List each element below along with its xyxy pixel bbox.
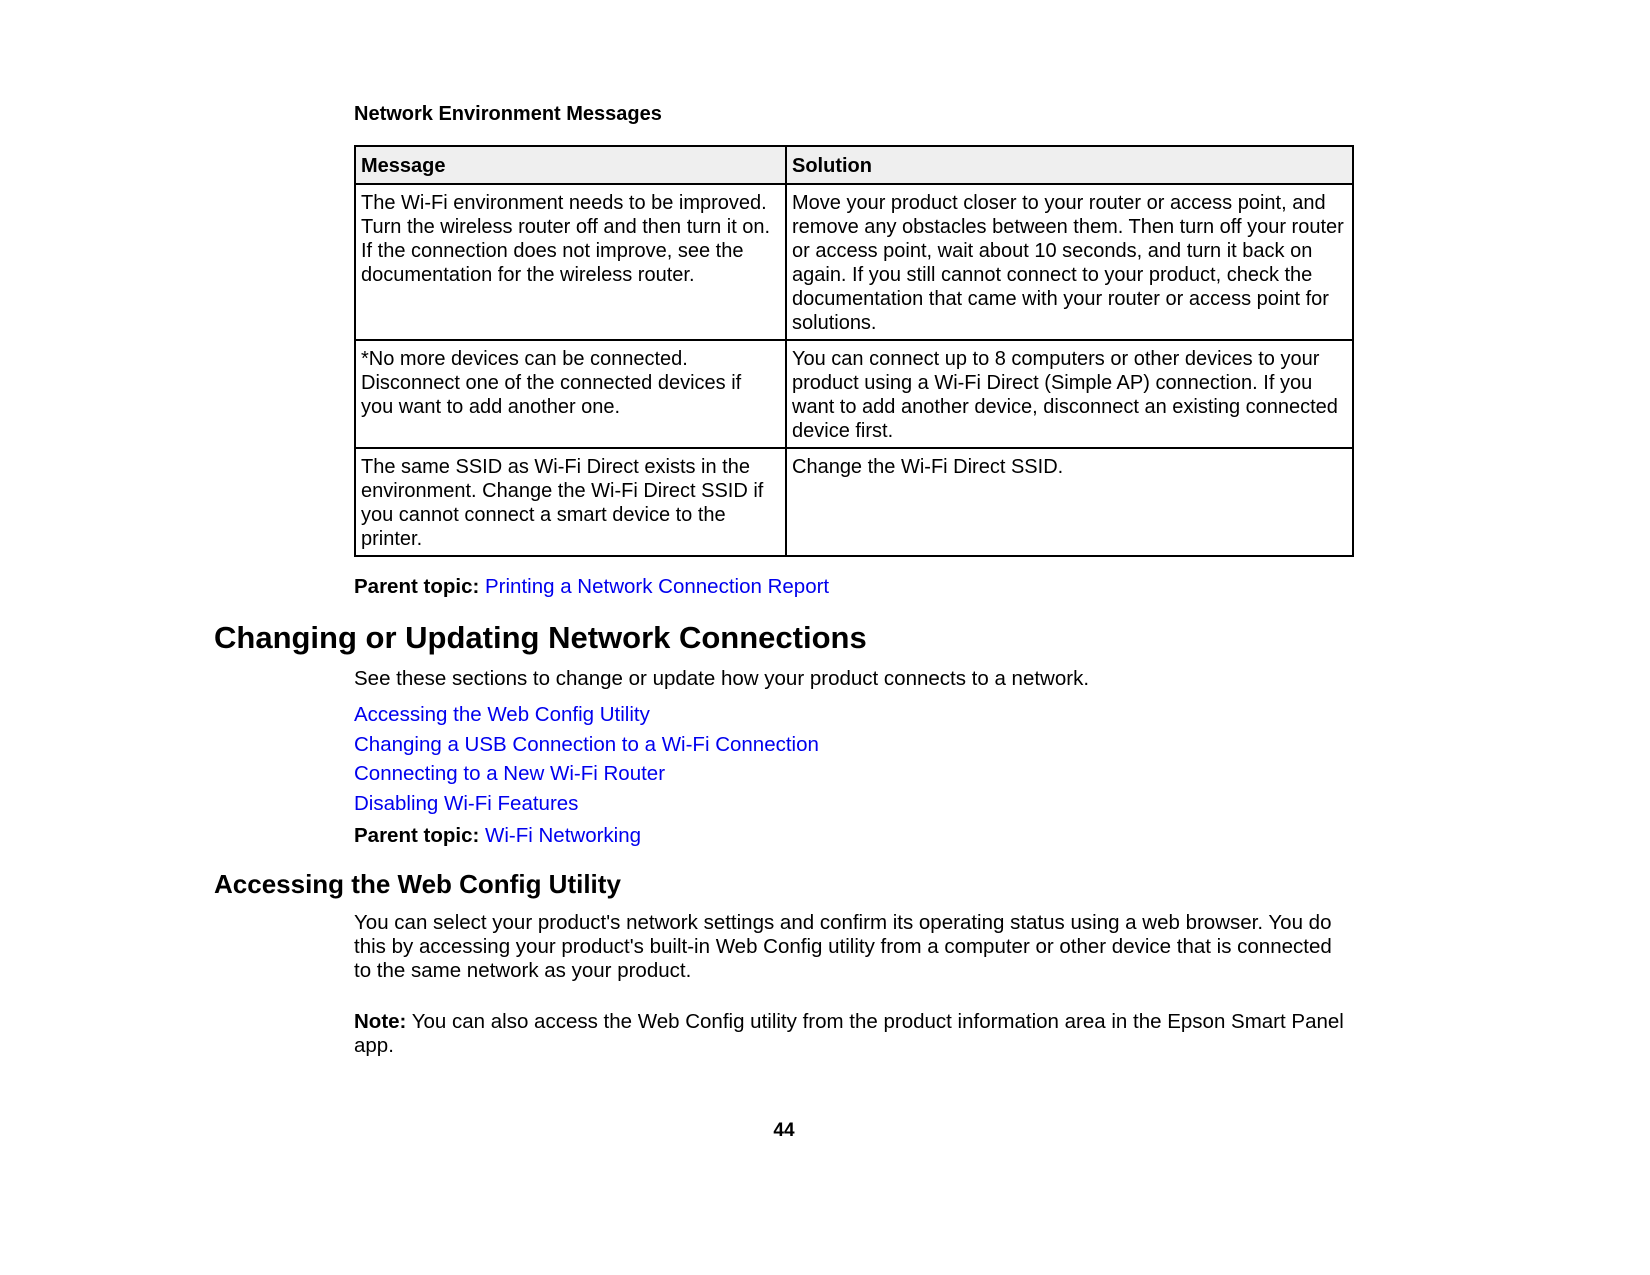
subsection-links xyxy=(354,700,819,818)
parent-topic xyxy=(354,824,641,848)
note xyxy=(354,1010,1354,1058)
parent-topic-label: Parent topic: xyxy=(354,575,480,598)
parent-topic xyxy=(354,575,829,599)
section-heading-web-config: Accessing the Web Config Utility xyxy=(214,869,621,899)
message-cell: The Wi-Fi environment needs to be improved. Turn the wireless router off and then turn it on. If the connection does not improve, see the documentation for the wireless router. xyxy=(355,184,786,340)
note-label: Note: xyxy=(354,1010,407,1033)
parent-topic-link[interactable]: Wi-Fi Networking xyxy=(485,824,642,847)
link-new-wifi-router[interactable]: Connecting to a New Wi-Fi Router xyxy=(354,762,666,785)
parent-topic-link[interactable]: Printing a Network Connection Report xyxy=(485,575,830,598)
section-intro: See these sections to change or update how your product connects to a network. xyxy=(354,667,1090,690)
table-row xyxy=(355,448,1353,556)
solution-cell: Move your product closer to your router or access point, and remove any obstacles between them. Then turn off your router or access point, wait about 10 seconds, and turn it back on again. If you still cannot connect to your product, check the documentation that came with your router or access point for solutions. xyxy=(786,184,1353,340)
table-header-row xyxy=(355,146,1353,184)
column-header-message: Message xyxy=(355,146,786,184)
page-number: 44 xyxy=(773,1120,795,1141)
link-usb-to-wifi[interactable]: Changing a USB Connection to a Wi-Fi Connection xyxy=(354,732,819,756)
network-messages-table xyxy=(354,145,1354,557)
column-header-solution: Solution xyxy=(786,146,1353,184)
table-row xyxy=(355,184,1353,340)
web-config-body: You can select your product's network settings and confirm its operating status using a web browser. You do this by accessing your product's built-in Web Config utility from a computer or other device that is connected to the same network as your product. xyxy=(354,911,1332,982)
solution-cell: Change the Wi-Fi Direct SSID. xyxy=(786,448,1353,556)
note-text: You can also access the Web Config utility from the product information area in the Epson Smart Panel app. xyxy=(354,1010,1344,1057)
table-row xyxy=(355,340,1353,448)
message-cell: The same SSID as Wi-Fi Direct exists in the environment. Change the Wi-Fi Direct SSID if you cannot connect a smart device to the printer. xyxy=(355,448,786,556)
section-heading-changing: Changing or Updating Network Connections xyxy=(214,620,867,655)
message-cell: *No more devices can be connected. Disconnect one of the connected devices if you want to add another one. xyxy=(355,340,786,448)
table-title: Network Environment Messages xyxy=(354,103,662,125)
link-accessing-web-config[interactable]: Accessing the Web Config Utility xyxy=(354,703,650,726)
solution-cell: You can connect up to 8 computers or other devices to your product using a Wi-Fi Direct (Simple AP) connection. If you want to add another device, disconnect an existing connected device first. xyxy=(786,340,1353,448)
link-disabling-wifi[interactable]: Disabling Wi-Fi Features xyxy=(354,791,579,815)
parent-topic-label: Parent topic: xyxy=(354,824,480,847)
